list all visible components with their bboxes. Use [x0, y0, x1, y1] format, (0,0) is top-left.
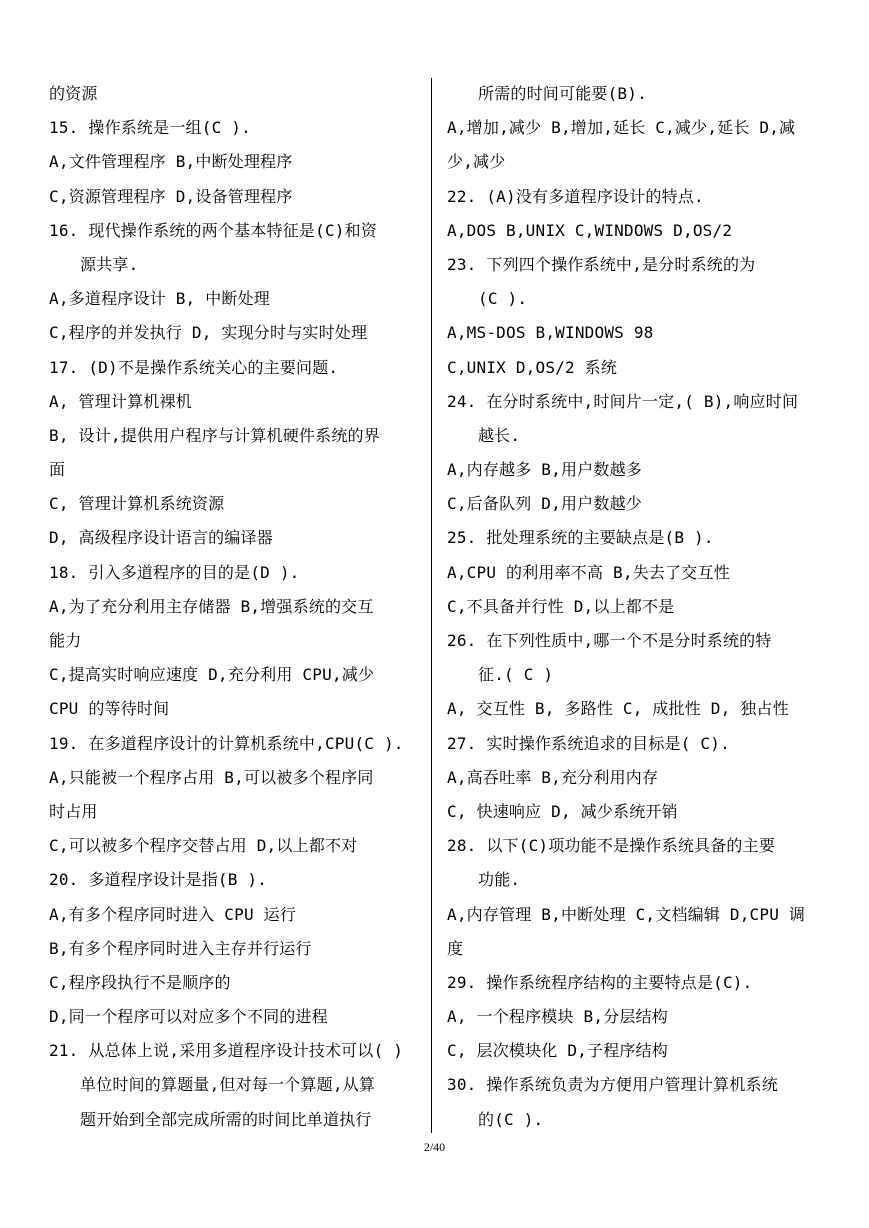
text-line: 27. 实时操作系统追求的目标是( C).	[447, 733, 730, 753]
text-line: 26. 在下列性质中,哪一个不是分时系统的特	[447, 631, 772, 650]
text-line: 18. 引入多道程序的目的是(D ).	[49, 562, 300, 582]
text-line: 的资源	[49, 84, 98, 103]
column-divider	[431, 78, 432, 1133]
text-line: 23. 下列四个操作系统中,是分时系统的为	[447, 254, 756, 274]
text-line: A,DOS B,UNIX C,WINDOWS D,OS/2	[447, 220, 733, 240]
text-line: A,多道程序设计 B, 中断处理	[49, 289, 270, 309]
text-line: C,提高实时响应速度 D,充分利用 CPU,减少	[49, 665, 375, 685]
text-line: C,UNIX D,OS/2 系统	[447, 357, 618, 377]
text-line: C,不具备并行性 D,以上都不是	[447, 596, 675, 616]
text-line: 题开始到全部完成所需的时间比单道执行	[80, 1109, 372, 1129]
text-line: 少,减少	[447, 152, 506, 172]
text-line: 功能.	[478, 870, 521, 890]
text-line: (C ).	[478, 289, 528, 309]
text-line: C,程序的并发执行 D, 实现分时与实时处理	[49, 323, 368, 343]
text-line: 16. 现代操作系统的两个基本特征是(C)和资	[49, 220, 378, 240]
text-line: 28. 以下(C)项功能不是操作系统具备的主要	[447, 836, 776, 856]
text-line: A,CPU 的利用率不高 B,失去了交互性	[447, 562, 730, 582]
text-line: 度	[447, 938, 464, 958]
text-line: 时占用	[49, 801, 98, 821]
text-line: A,只能被一个程序占用 B,可以被多个程序同	[49, 767, 374, 787]
text-line: B,有多个程序同时进入主存并行运行	[49, 938, 312, 958]
text-line: 19. 在多道程序设计的计算机系统中,CPU(C ).	[49, 733, 404, 753]
text-line: B, 设计,提供用户程序与计算机硬件系统的界	[49, 425, 380, 445]
text-line: 29. 操作系统程序结构的主要特点是(C).	[447, 972, 753, 992]
text-line: C,资源管理程序 D,设备管理程序	[49, 186, 293, 206]
text-line: 的(C ).	[478, 1109, 544, 1129]
text-line: CPU 的等待时间	[49, 699, 170, 719]
text-line: D,同一个程序可以对应多个不同的进程	[49, 1007, 328, 1027]
text-line: 能力	[49, 631, 82, 650]
text-line: A,增加,减少 B,增加,延长 C,减少,延长 D,减	[447, 118, 796, 138]
text-line: A,文件管理程序 B,中断处理程序	[49, 152, 293, 172]
text-line: A, 管理计算机裸机	[49, 391, 192, 411]
text-line: 30. 操作系统负责为方便用户管理计算机系统	[447, 1075, 778, 1095]
text-line: A,有多个程序同时进入 CPU 运行	[49, 904, 297, 924]
text-line: 所需的时间可能要(B).	[478, 84, 647, 103]
text-line: A,MS-DOS B,WINDOWS 98	[447, 323, 654, 343]
text-line: 21. 从总体上说,采用多道程序设计技术可以( )	[49, 1041, 404, 1061]
text-line: A, 一个程序模块 B,分层结构	[447, 1007, 668, 1027]
text-line: C, 层次模块化 D,子程序结构	[447, 1041, 668, 1061]
text-line: A,内存管理 B,中断处理 C,文档编辑 D,CPU 调	[447, 904, 806, 924]
text-line: 15. 操作系统是一组(C ).	[49, 118, 251, 138]
right-column	[447, 77, 827, 1137]
text-line: A,为了充分利用主存储器 B,增强系统的交互	[49, 596, 374, 616]
text-line: 征.( C )	[478, 665, 554, 685]
text-line: 源共享.	[80, 254, 139, 274]
text-line: C,可以被多个程序交替占用 D,以上都不对	[49, 836, 358, 856]
left-column	[49, 77, 419, 1137]
text-line: D, 高级程序设计语言的编译器	[49, 528, 273, 548]
text-line: 22. (A)没有多道程序设计的特点.	[447, 186, 704, 206]
text-line: 25. 批处理系统的主要缺点是(B ).	[447, 528, 714, 548]
text-line: 20. 多道程序设计是指(B ).	[49, 870, 268, 890]
text-line: A,高吞吐率 B,充分利用内存	[447, 767, 659, 787]
text-line: 24. 在分时系统中,时间片一定,( B),响应时间	[447, 391, 799, 411]
text-line: A,内存越多 B,用户数越多	[447, 460, 642, 480]
text-line: 面	[49, 460, 66, 480]
text-line: 单位时间的算题量,但对每一个算题,从算	[80, 1075, 376, 1095]
page-number: 2/40	[423, 1140, 446, 1154]
text-line: C, 快速响应 D, 减少系统开销	[447, 801, 678, 821]
text-line: C, 管理计算机系统资源	[49, 494, 225, 514]
text-line: C,程序段执行不是顺序的	[49, 972, 231, 992]
text-line: 越长.	[478, 425, 521, 445]
text-line: C,后备队列 D,用户数越少	[447, 494, 642, 514]
text-line: 17. (D)不是操作系统关心的主要问题.	[49, 357, 339, 377]
text-line: A, 交互性 B, 多路性 C, 成批性 D, 独占性	[447, 699, 789, 719]
